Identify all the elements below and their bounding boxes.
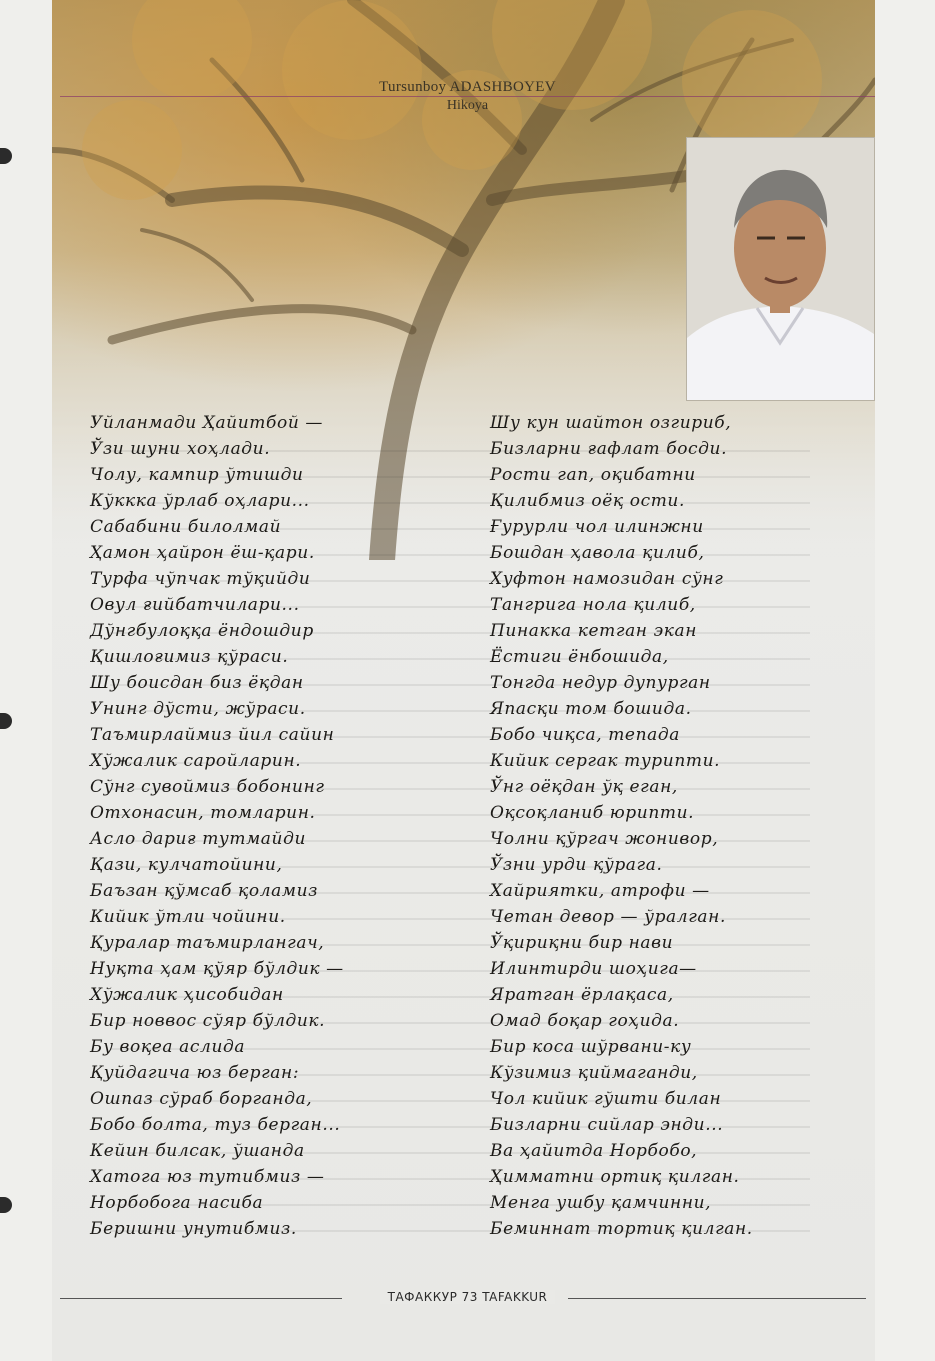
poem-line: Турфа чўпчак тўқийди [90, 569, 311, 589]
poem-line: Яратган ёрлақаса, [490, 985, 674, 1005]
poem-column-right [490, 410, 753, 1242]
poem-line: Илинтирди шоҳига— [490, 959, 697, 979]
poem-line: Қилибмиз оёқ ости. [490, 491, 685, 511]
footer-label: ТАФАККУР 73 TAFAKKUR [380, 1290, 556, 1304]
poem-line: Омад боқар гоҳида. [490, 1011, 680, 1031]
poem-line: Ўзи шуни хоҳлади. [90, 439, 271, 459]
poem-line: Беминнат тортиқ қилган. [490, 1219, 753, 1239]
poem-line: Сабабини билолмай [90, 517, 282, 537]
poem-line: Ёстиги ёнбошида, [490, 647, 669, 667]
poem-line: Уйланмади Ҳайитбой — [90, 413, 323, 433]
poem-line: Пинакка кетган экан [490, 621, 698, 641]
poem-line: Тангрига нола қилиб, [490, 595, 696, 615]
poem-line: Бобо чиқса, тепада [490, 725, 680, 745]
poem-line: Беришни унутибмиз. [90, 1219, 297, 1239]
poem-line: Бизларни ғафлат босди. [490, 439, 728, 459]
poem-line: Бир коса шўрвани-ку [490, 1037, 692, 1057]
poem-line: Кийик ўтли чойини. [90, 907, 286, 927]
poem-line: Сўнг сувоймиз бобонинг [90, 777, 325, 797]
poem-line: Асло дариғ тутмайди [90, 829, 306, 849]
poem-line: Бу воқеа аслида [90, 1037, 246, 1057]
poem-line: Ва ҳайитда Норбобо, [490, 1141, 698, 1161]
poem-line: Бизларни сийлар энди... [490, 1115, 724, 1135]
poem-line: Рости гап, оқибатни [490, 465, 696, 485]
poem-line: Қуйдагича юз берган: [90, 1063, 300, 1083]
poem-line: Хайриятки, атрофи — [490, 881, 710, 901]
poem-line: Ўзни урди қўрага. [490, 855, 663, 875]
poem-line: Чолни қўргач жонивор, [490, 829, 719, 849]
poem-line: Хатога юз тутибмиз — [90, 1167, 325, 1187]
poem-line: Четан девор — ўралган. [490, 907, 726, 927]
poem-line: Кейин билсак, ўшанда [90, 1141, 305, 1161]
poem-line: Нуқта ҳам қўяр бўлдик — [90, 959, 344, 979]
poem-line: Ошпаз сўраб борганда, [90, 1089, 313, 1109]
poem-line: Хўжалик саройларин. [90, 751, 302, 771]
poem-line: Оқсоқланиб юрипти. [490, 803, 695, 823]
author-name: Tursunboy ADASHBOYEV [379, 79, 556, 95]
poem-line: Хўжалик ҳисобидан [90, 985, 284, 1005]
poem-line: Бир новвос сўяр бўлдик. [90, 1011, 326, 1031]
poem-line: Ҳимматни ортиқ қилган. [490, 1167, 740, 1187]
poem-line: Кўккка ўрлаб оҳлари... [90, 491, 310, 511]
header-rule [60, 96, 875, 97]
poem-line: Қази, кулчатойини, [90, 855, 283, 875]
poem-line: Чол кийик гўшти билан [490, 1089, 722, 1109]
poem-line: Баъзан қўмсаб қоламиз [90, 881, 319, 901]
poem-line: Отхонасин, томларин. [90, 803, 316, 823]
genre-label: Hikoya [446, 98, 489, 113]
poem-line: Шу кун шайтон озгириб, [490, 413, 732, 433]
poem-line: Бошдан ҳавола қилиб, [490, 543, 705, 563]
poem-line: Ҳамон ҳайрон ёш-қари. [90, 543, 315, 563]
poem-line: Унинг дўсти, жўраси. [90, 699, 306, 719]
poem-line: Дўнгбулоққа ёндошдир [90, 621, 314, 641]
poem-line: Бобо болта, туз берган... [90, 1115, 341, 1135]
poem-line: Япасқи том бошида. [490, 699, 692, 719]
poem-line: Ғурурли чол илинжни [490, 517, 704, 537]
poem-line: Шу боисдан биз ёқдан [90, 673, 304, 693]
poem-column-left [90, 410, 344, 1242]
poem-line: Тонгда недур дупурган [490, 673, 711, 693]
poem-line: Қуралар таъмирлангач, [90, 933, 325, 953]
poem-line: Менга ушбу қамчинни, [490, 1193, 712, 1213]
author-portrait [686, 137, 875, 401]
poem-line: Овул ғийбатчилари... [90, 595, 300, 615]
poem-line: Хуфтон намозидан сўнг [490, 569, 724, 589]
poem-line: Ўнг оёқдан ўқ еган, [490, 777, 678, 797]
poem-line: Таъмирлаймиз йил сайин [90, 725, 335, 745]
page-margin-right [875, 0, 935, 1361]
poem-line: Норбобога насиба [90, 1193, 264, 1213]
poem-line: Қишлоғимиз қўраси. [90, 647, 289, 667]
poem-line: Ўқириқни бир нави [490, 933, 674, 953]
poem-line: Кўзимиз қиймаганди, [490, 1063, 698, 1083]
page-margin-left [0, 0, 52, 1361]
poem-line: Кийик сергак турипти. [490, 751, 721, 771]
poem-line: Чолу, кампир ўтишди [90, 465, 304, 485]
page-footer [0, 1290, 935, 1304]
